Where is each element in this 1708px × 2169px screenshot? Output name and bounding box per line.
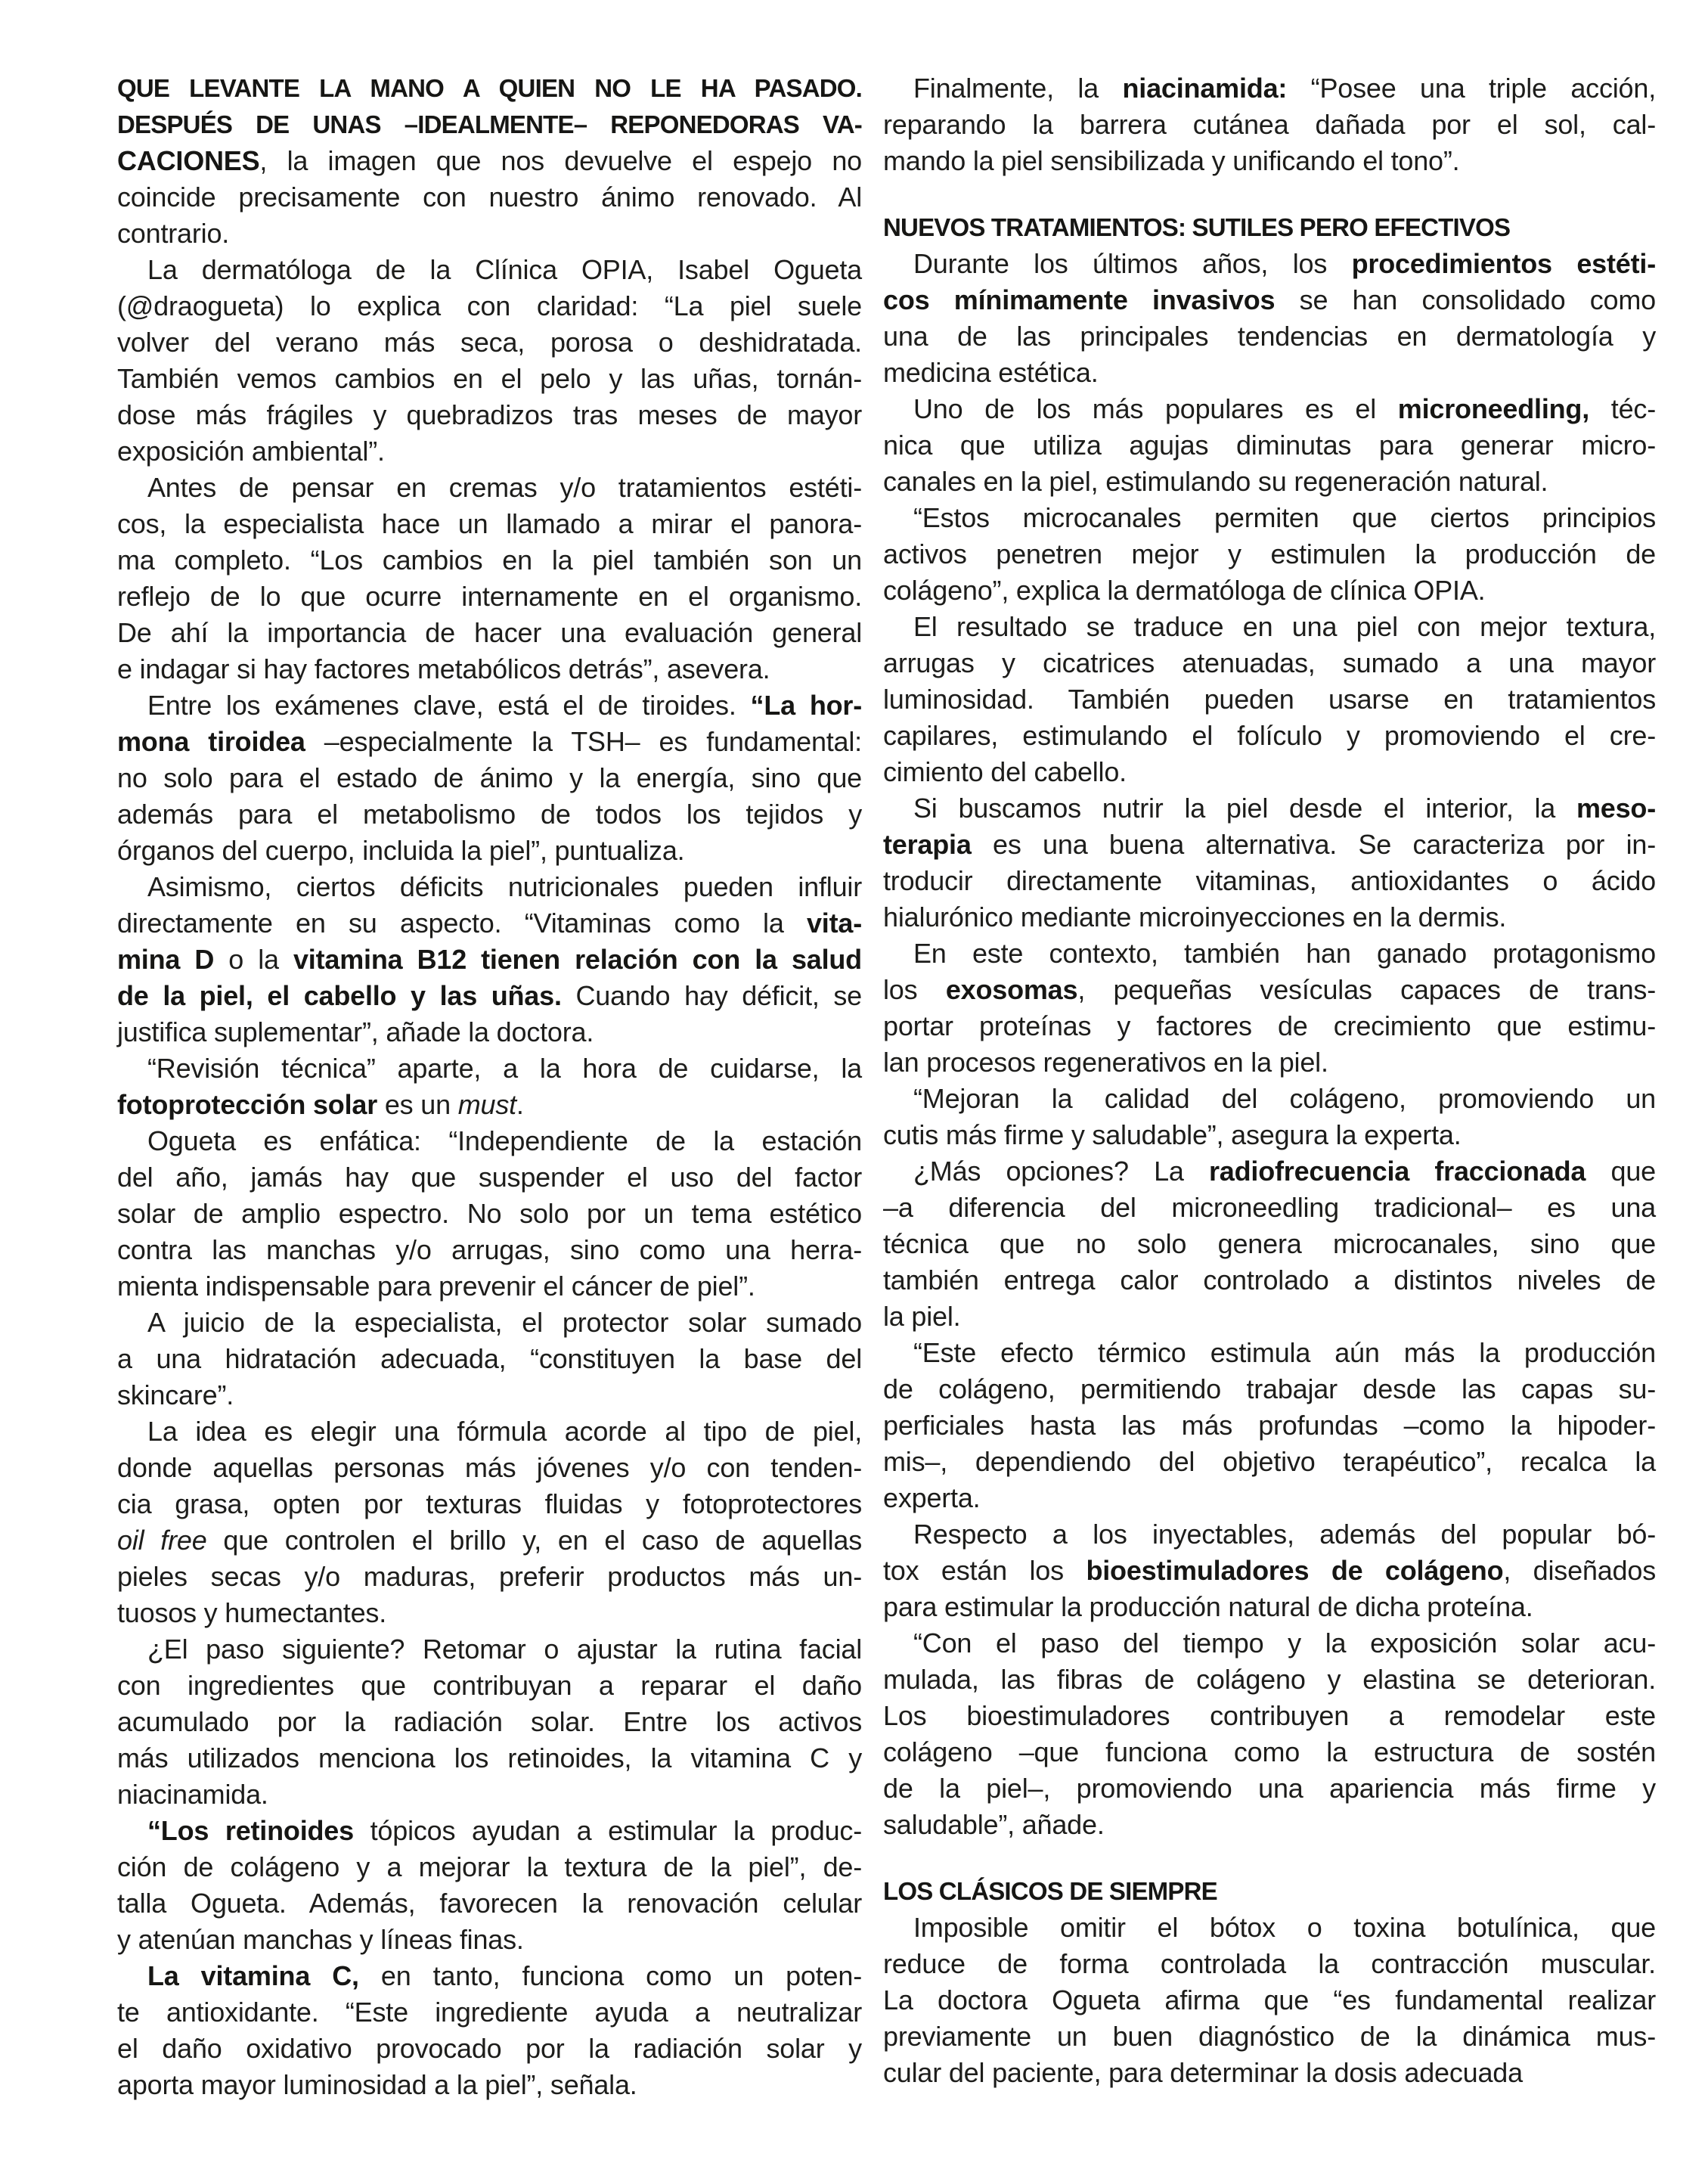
text-line: cos, la especialista hace un llamado a mirar el panora-: [117, 508, 862, 539]
text-line: dose más frágiles y quebradizos tras meses de mayor: [117, 399, 862, 430]
text-line: perficiales hasta las más profundas –como la hipoder-: [883, 1410, 1656, 1441]
text-line: En este contexto, también han ganado protagonismo: [913, 938, 1656, 969]
text-line: colágeno –que funciona como la estructura de sostén: [883, 1736, 1656, 1767]
text-line: También vemos cambios en el pelo y las uñas, tornán-: [117, 363, 862, 394]
text-line: directamente en su aspecto. “Vitaminas como la vita-: [117, 908, 862, 939]
text-line: nica que utiliza agujas diminutas para generar micro-: [883, 430, 1656, 461]
column-right: [883, 70, 1656, 2091]
text-line: del año, jamás hay que suspender el uso del factor: [117, 1162, 862, 1193]
text-line: experta.: [883, 1482, 981, 1513]
text-line: aporta mayor luminosidad a la piel”, señala.: [117, 2069, 637, 2100]
text-line: Ogueta es enfática: “Independiente de la estación: [147, 1125, 862, 1156]
text-line: cos mínimamente invasivos se han consolidado como: [883, 284, 1656, 315]
text-line: técnica que no solo genera microcanales, sino que: [883, 1228, 1656, 1259]
text-line: talla Ogueta. Además, favorecen la renovación celular: [117, 1888, 862, 1919]
text-line: luminosidad. También pueden usarse en tratamientos: [883, 684, 1656, 715]
text-line: reflejo de lo que ocurre internamente en el organismo.: [117, 581, 862, 612]
text-line: terapia es una buena alternativa. Se caracteriza por in-: [883, 829, 1656, 860]
text-line: cutis más firme y saludable”, asegura la experta.: [883, 1119, 1462, 1150]
text-line: contrario.: [117, 218, 230, 249]
text-line: mis–, dependiendo del objetivo terapéutico”, recalca la: [883, 1446, 1656, 1477]
text-line: previamente un buen diagnóstico de la dinámica mus-: [883, 2021, 1656, 2052]
text-line: cimiento del cabello.: [883, 756, 1127, 787]
text-line: Imposible omitir el bótox o toxina botulínica, que: [913, 1912, 1656, 1943]
text-line: DESPUÉS DE UNAS –IDEALMENTE– REPONEDORAS VA-: [117, 110, 862, 138]
text-line: troducir directamente vitaminas, antioxidantes o ácido: [883, 865, 1656, 896]
text-line: La doctora Ogueta afirma que “es fundamental realizar: [883, 1984, 1656, 2015]
text-line: una de las principales tendencias en dermatología y: [883, 321, 1656, 352]
text-line: mina D o la vitamina B12 tienen relación con la salud: [117, 944, 862, 975]
text-line: Finalmente, la niacinamida: “Posee una triple acción,: [913, 73, 1656, 104]
text-line: mulada, las fibras de colágeno y elastina se deterioran.: [883, 1664, 1656, 1695]
text-line: activos penetren mejor y estimulen la producción de: [883, 538, 1656, 569]
text-line: no solo para el estado de ánimo y la energía, sino que: [117, 762, 862, 793]
text-line: colágeno”, explica la dermatóloga de clínica OPIA.: [883, 575, 1486, 606]
text-line: La vitamina C, en tanto, funciona como un poten-: [147, 1960, 862, 1991]
text-line: ¿Más opciones? La radiofrecuencia fraccionada que: [913, 1156, 1656, 1187]
text-line: cia grasa, opten por texturas fluidas y fotoprotectores: [117, 1488, 862, 1519]
text-line: además para el metabolismo de todos los tejidos y: [117, 799, 862, 830]
text-line: “Mejoran la calidad del colágeno, promoviendo un: [913, 1083, 1656, 1114]
text-line: y atenúan manchas y líneas finas.: [117, 1924, 524, 1955]
text-line: canales en la piel, estimulando su regeneración natural.: [883, 466, 1548, 497]
text-line: A juicio de la especialista, el protector solar sumado: [147, 1307, 862, 1338]
text-line: donde aquellas personas más jóvenes y/o con tenden-: [117, 1452, 862, 1483]
text-line: justifica suplementar”, añade la doctora.: [117, 1016, 594, 1047]
text-line: Los bioestimuladores contribuyen a remodelar este: [883, 1700, 1656, 1731]
text-line: “Los retinoides tópicos ayudan a estimular la produc-: [147, 1815, 862, 1846]
text-line: CACIONES, la imagen que nos devuelve el espejo no: [117, 145, 862, 176]
text-line: de la piel–, promoviendo una apariencia más firme y: [883, 1773, 1656, 1804]
text-line: La idea es elegir una fórmula acorde al tipo de piel,: [147, 1416, 862, 1447]
text-line: coincide precisamente con nuestro ánimo renovado. Al: [117, 182, 862, 213]
text-line: medicina estética.: [883, 357, 1099, 388]
text-line: Respecto a los inyectables, además del popular bó-: [913, 1519, 1656, 1550]
text-line: más utilizados menciona los retinoides, la vitamina C y: [117, 1742, 862, 1773]
text-line: mona tiroidea –especialmente la TSH– es fundamental:: [117, 726, 862, 757]
text-line: cular del paciente, para determinar la dosis adecuada: [883, 2057, 1523, 2088]
text-line: reduce de forma controlada la contracción muscular.: [883, 1948, 1656, 1979]
text-line: para estimular la producción natural de dicha proteína.: [883, 1591, 1533, 1622]
text-line: arrugas y cicatrices atenuadas, sumado a una mayor: [883, 647, 1656, 678]
text-line: acumulado por la radiación solar. Entre los activos: [117, 1706, 862, 1737]
text-line: Durante los últimos años, los procedimientos estéti-: [913, 248, 1656, 279]
text-line: exposición ambiental”.: [117, 436, 385, 467]
text-line: Asimismo, ciertos déficits nutricionales pueden influir: [147, 871, 862, 902]
text-line: La dermatóloga de la Clínica OPIA, Isabel Ogueta: [147, 254, 862, 285]
text-line: pieles secas y/o maduras, preferir productos más un-: [117, 1561, 862, 1592]
text-line: capilares, estimulando el folículo y promoviendo el cre-: [883, 720, 1656, 751]
text-line: ma completo. “Los cambios en la piel también son un: [117, 545, 862, 576]
text-line: –a diferencia del microneedling tradicional– es una: [883, 1192, 1656, 1223]
text-line: portar proteínas y factores de crecimiento que estimu-: [883, 1010, 1656, 1041]
text-line: con ingredientes que contribuyan a reparar el daño: [117, 1670, 862, 1701]
text-line: De ahí la importancia de hacer una evaluación general: [117, 617, 862, 648]
text-line: Antes de pensar en cremas y/o tratamientos estéti-: [147, 472, 862, 503]
text-line: reparando la barrera cutánea dañada por el sol, cal-: [883, 109, 1656, 140]
text-line: también entrega calor controlado a distintos niveles de: [883, 1264, 1656, 1296]
text-line: volver del verano más seca, porosa o deshidratada.: [117, 327, 862, 358]
text-line: (@draogueta) lo explica con claridad: “La piel suele: [117, 290, 862, 321]
column-left: [117, 70, 862, 2103]
text-line: te antioxidante. “Este ingrediente ayuda a neutralizar: [117, 1997, 862, 2028]
text-line: oil free que controlen el brillo y, en el caso de aquellas: [117, 1525, 863, 1556]
text-line: de colágeno, permitiendo trabajar desde las capas su-: [883, 1373, 1656, 1404]
text-line: de la piel, el cabello y las uñas. Cuando hay déficit, se: [117, 980, 863, 1011]
text-line: Uno de los más populares es el microneedling, téc-: [913, 393, 1657, 424]
text-line: tox están los bioestimuladores de colágeno, diseñados: [883, 1555, 1656, 1586]
text-line: los exosomas, pequeñas vesículas capaces de trans-: [883, 974, 1656, 1005]
text-line: mando la piel sensibilizada y unificando el tono”.: [883, 145, 1460, 176]
text-line: Entre los exámenes clave, está el de tiroides. “La hor-: [147, 690, 862, 721]
text-line: tuosos y humectantes.: [117, 1597, 386, 1628]
text-line: “Estos microcanales permiten que ciertos principios: [913, 502, 1656, 533]
text-line: contra las manchas y/o arrugas, sino como una herra-: [117, 1234, 862, 1265]
text-line: mienta indispensable para prevenir el cáncer de piel”.: [117, 1271, 755, 1302]
text-line: ¿El paso siguiente? Retomar o ajustar la rutina facial: [147, 1634, 862, 1665]
text-line: hialurónico mediante microinyecciones en la dermis.: [883, 901, 1507, 932]
text-line: e indagar si hay factores metabólicos detrás”, asevera.: [117, 653, 770, 684]
text-line: QUE LEVANTE LA MANO A QUIEN NO LE HA PASADO.: [117, 74, 862, 102]
text-line: solar de amplio espectro. No solo por un tema estético: [117, 1198, 862, 1229]
text-line: lan procesos regenerativos en la piel.: [883, 1047, 1328, 1078]
text-line: el daño oxidativo provocado por la radiación solar y: [117, 2033, 862, 2064]
text-line: “Con el paso del tiempo y la exposición solar acu-: [913, 1628, 1656, 1659]
text-line: fotoprotección solar es un must.: [117, 1089, 524, 1120]
text-line: “Revisión técnica” aparte, a la hora de cuidarse, la: [147, 1053, 862, 1084]
text-line: Si buscamos nutrir la piel desde el interior, la meso-: [913, 793, 1656, 824]
text-line: a una hidratación adecuada, “constituyen la base del: [117, 1343, 862, 1374]
text-line: ción de colágeno y a mejorar la textura de la piel”, de-: [117, 1851, 862, 1882]
text-line: saludable”, añade.: [883, 1809, 1105, 1840]
text-line: órganos del cuerpo, incluida la piel”, puntualiza.: [117, 835, 685, 866]
text-line: El resultado se traduce en una piel con mejor textura,: [913, 611, 1656, 642]
section-heading: LOS CLÁSICOS DE SIEMPRE: [883, 1877, 1217, 1905]
text-line: “Este efecto térmico estimula aún más la producción: [913, 1337, 1656, 1368]
section-heading: NUEVOS TRATAMIENTOS: SUTILES PERO EFECTIVOS: [883, 213, 1511, 241]
text-line: skincare”.: [117, 1379, 234, 1410]
text-line: niacinamida.: [117, 1779, 268, 1810]
text-line: la piel.: [883, 1301, 961, 1332]
